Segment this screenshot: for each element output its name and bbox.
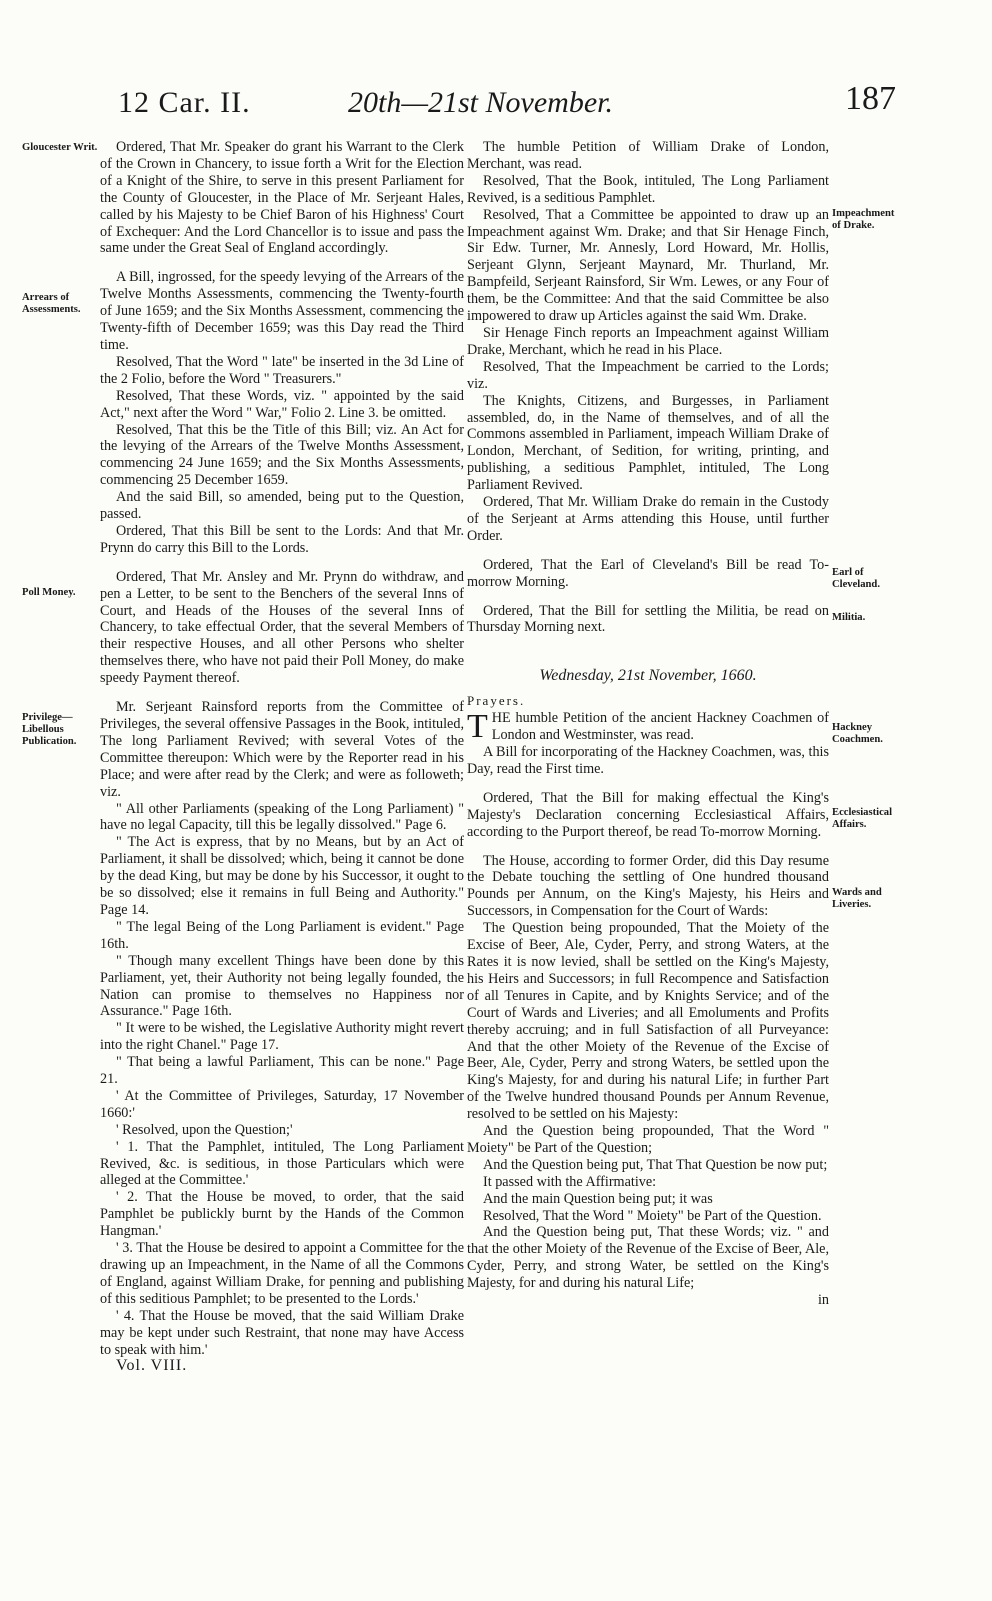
paragraph: Ordered, That Mr. Speaker do grant his Warrant to the Clerk of the Crown in Chancery, to issue forth a Writ for the Election of a Knight of the Shire, to serve in this present Parliament for the County of Gloucester, in the Place of Mr. Serjeant Hales, called by his Majesty to be Chief Baron of his Highness' Court of Exchequer: And the Lord Chancellor is to issue and pass the same under the Great Seal of England accordingly. (100, 139, 464, 257)
quoted-passage: " That being a lawful Parliament, This can be none." Page 21. (100, 1054, 464, 1088)
margin-note-impeachment: Impeachment of Drake. (832, 208, 895, 231)
quoted-passage: ' 2. That the House be moved, to order, that the said Pamphlet be publickly burnt by the Hands of the Common Hangman.' (100, 1189, 464, 1240)
paragraph: Resolved, That the Impeachment be carried to the Lords; viz. (467, 358, 829, 392)
margin-note-ecclesiastical: Ecclesiastical Affairs. (832, 807, 893, 830)
paragraph: It passed with the Affirmative: (483, 1173, 657, 1190)
paragraph: Ordered, That Mr. Ansley and Mr. Prynn do withdraw, and pen a Letter, to be sent to the Benchers of the several Inns of Court, and Heads of the Houses of the several Inns of Chancery, to take effectual Order, that the several Members of their respective Houses, and all other Persons who shelter themselves there, who have not paid their Poll Money, do make speedy Payment thereof. (100, 568, 464, 687)
quoted-passage: " The Act is express, that by no Means, but by an Act of Parliament, it shall be dissolved; which, being it cannot be done by the dead King, but may be done by his Successor, it ought to be so dissolved; else it remains in full Being and Authority." Page 14. (100, 834, 464, 918)
margin-note-hackney: Hackney Coachmen. (832, 722, 883, 745)
quoted-passage: " All other Parliaments (speaking of the Long Parliament) " have no legal Capacity, till this be legally dissolved." Page 6. (100, 800, 464, 834)
paragraph: Ordered, That the Earl of Cleveland's Bill be read To-morrow Morning. (467, 556, 829, 590)
page-number: 187 (845, 80, 896, 117)
quoted-passage: ' 4. That the House be moved, that the said William Drake may be kept under such Restraint, that none may have Access to speak with him.' (100, 1307, 464, 1358)
paragraph: And the Question being propounded, That the Word " Moiety" be Part of the Question; (467, 1123, 829, 1156)
paragraph: The House, according to former Order, did this Day resume the Debate touching the settling of One hundred thousand Pounds per Annum, on the King's Majesty, his Heirs and Successors, in Compensation for the Court of Wards: (467, 852, 829, 920)
paragraph: A Bill for incorporating of the Hackney Coachmen, was, this Day, read the First time. (467, 744, 829, 777)
prayers-heading: Prayers. (467, 693, 526, 709)
paragraph: Resolved, That the Book, intituled, The Long Parliament Revived, is a seditious Pamphlet. (467, 172, 829, 206)
catchword: in (817, 1292, 829, 1309)
quoted-passage: " Though many excellent Things have been done by this Parliament, yet, their Authority not being legally founded, the Nation can promise to themselves no Happiness nor Assurance." Page 16th. (100, 952, 464, 1020)
quoted-passage: " It were to be wished, the Legislative Authority might revert into the right Chanel." Page 17. (100, 1020, 464, 1054)
paragraph: The humble Petition of William Drake of London, Merchant, was read. (467, 139, 829, 172)
quoted-passage: ' 3. That the House be desired to appoint a Committee for the drawing up an Impeachment, in the Name of all the Commons of England, against William Drake, for penning and publishing of this seditious Pamphlet; to be presented to the Lords.' (100, 1240, 464, 1307)
margin-note-gloucester: Gloucester Writ. (22, 142, 98, 153)
margin-note-privilege: Privilege— Libellous Publication. (22, 712, 77, 747)
paragraph-text: HE humble Petition of the ancient Hackney Coachmen of London and Westminster, was read. (491, 710, 829, 744)
left-column (100, 139, 464, 1375)
paragraph (467, 710, 829, 744)
paragraph: Resolved, That these Words, viz. " appointed by the said Act," next after the Word " War," Folio 2. Line 3. be omitted. (100, 387, 464, 421)
paragraph: And the Question being put, That That Question be now put; (483, 1156, 828, 1173)
paragraph: And the Question being put, That these Words; viz. " and that the other Moiety of the Revenue of the Excise of Beer, Ale, Cyder, Perry, and strong Water, be settled on the King's Majesty, for and during his natural Life; (467, 1224, 829, 1292)
paragraph: Sir Henage Finch reports an Impeachment against William Drake, Merchant, which he read in his Place. (467, 324, 829, 358)
paragraph: Resolved, That the Word " Moiety" be Part of the Question. (483, 1207, 822, 1224)
paragraph: Ordered, That the Bill for settling the Militia, be read on Thursday Morning next. (467, 602, 829, 636)
quoted-passage: " The legal Being of the Long Parliament is evident." Page 16th. (100, 918, 464, 952)
quoted-passage: ' At the Committee of Privileges, Saturday, 17 November 1660:' (100, 1087, 464, 1121)
right-column (467, 139, 829, 1309)
margin-note-cleveland: Earl of Cleveland. (832, 567, 880, 590)
paragraph: And the main Question being put; it was (483, 1190, 713, 1207)
paragraph: Resolved, That this be the Title of this Bill; viz. An Act for the levying of the Arrears of the Twelve Months Assessment, commencing 24 June 1659; and the Six Months Assessments, commencing 25 December 1659. (100, 421, 464, 489)
margin-note-poll-money: Poll Money. (22, 587, 76, 598)
paragraph: And the said Bill, so amended, being put to the Question, passed. (100, 489, 464, 523)
drop-capital: T (467, 708, 488, 746)
regnal-year: 12 Car. II. (118, 86, 251, 119)
header-date: 20th—21st November. (348, 86, 613, 119)
paragraph: Ordered, That Mr. William Drake do remain in the Custody of the Serjeant at Arms attending this House, until further Order. (467, 494, 829, 544)
volume-signature: Vol. VIII. (116, 1357, 188, 1375)
paragraph: The Knights, Citizens, and Burgesses, in Parliament assembled, do, in the Name of themselves, and of all the Commons assembled in Parliament, impeach William Drake of London, Merchant, of Sedition, for writing, printing, and publishing, a seditious Pamphlet, intituled, The Long Parliament Revived. (467, 392, 829, 494)
margin-note-arrears: Arrears of Assessments. (22, 292, 81, 315)
margin-note-militia: Militia. (832, 612, 866, 623)
paragraph: Ordered, That this Bill be sent to the Lords: And that Mr. Prynn do carry this Bill to the Lords. (100, 522, 464, 556)
paragraph: A Bill, ingrossed, for the speedy levying of the Arrears of the Twelve Months Assessments, commencing the Twenty-fourth of June 1659; and the Six Months Assessment, commencing the Twenty-fifth of December 1659; was this Day read the Third time. (100, 269, 464, 353)
paragraph: Mr. Serjeant Rainsford reports from the Committee of Privileges, the several offensive Passages in the Book, intituled, The long Parliament Revived; with several Votes of the Committee thereupon: Which were by the Reporter read in his Place; and were after read by the Clerk; and were as followeth; viz. (100, 699, 464, 800)
paragraph: Resolved, That the Word " late" be inserted in the 3d Line of the 2 Folio, before the Word " Treasurers." (100, 353, 464, 387)
paragraph: Resolved, That a Committee be appointed to draw up an Impeachment against Wm. Drake; and that Sir Henage Finch, Sir Edw. Turner, Mr. Annesly, Lord Howard, Mr. Hollis, Serjeant Glynn, Serjeant Maynard, Mr. Thurland, Mr. Bampfeild, Serjeant Rainsford, Sir Wm. Lewes, or any Four of them, be the Committee: And that the said Committee be also impowered to draw up Articles against the said Wm. Drake. (467, 206, 829, 325)
running-header (0, 80, 992, 130)
paragraph: Ordered, That the Bill for making effectual the King's Majesty's Declaration concerning Ecclesiastical Affairs, according to the Purport thereof, be read To-morrow Morning. (467, 789, 829, 840)
quoted-passage: ' Resolved, upon the Question;' (116, 1121, 293, 1138)
date-heading: Wednesday, 21st November, 1660. (539, 667, 757, 685)
margin-note-wards: Wards and Liveries. (832, 887, 882, 910)
paragraph: The Question being propounded, That the Moiety of the Excise of Beer, Ale, Cyder, Perry, and strong Waters, at the Rates it is now levied, shall be settled on the King's Majesty, his Heirs and Successors; in full Recompence and Satisfaction of all Tenures in Capite, and by Knights Service; and of the Court of Wards and Liveries; and all Emoluments and Profits thereby accruing; and in full Satisfaction of all Purveyance: And that the other Moiety of the Revenue of the Excise of Beer, Ale, Cyder, Perry and strong Waters, be settled upon the King's Majesty, for and during his natural Life; in further Part of the Twelve hundred thousand Pounds per Annum Revenue, resolved to be settled on his Majesty: (467, 920, 829, 1123)
quoted-passage: ' 1. That the Pamphlet, intituled, The Long Parliament Revived, &c. is seditious, in those Particulars which were alleged at the Committee.' (100, 1138, 464, 1189)
